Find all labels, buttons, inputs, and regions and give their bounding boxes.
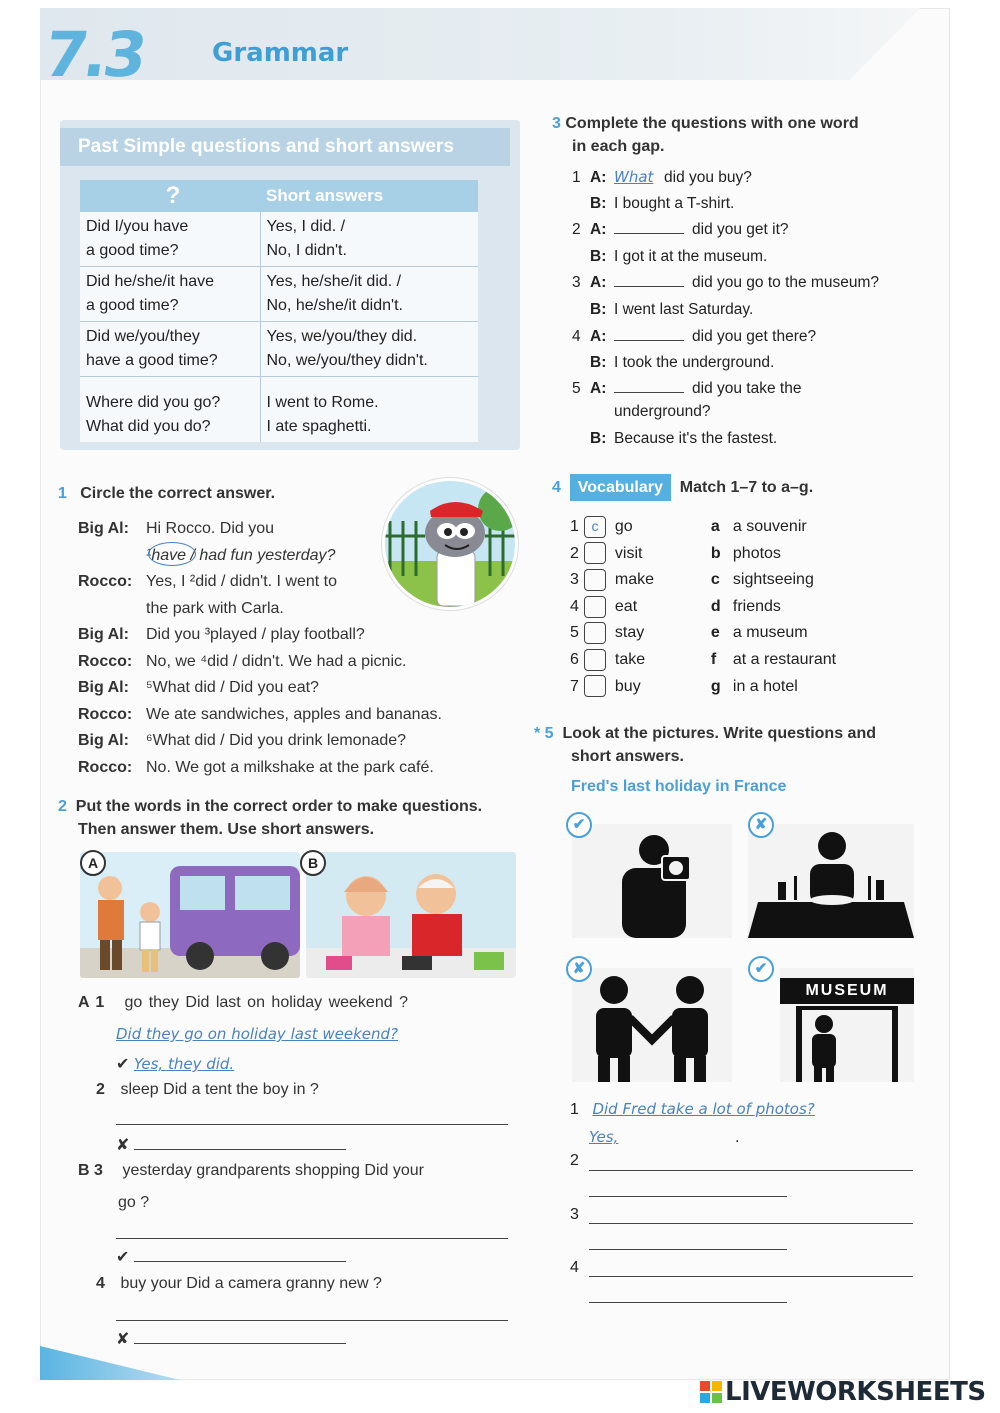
restaurant-pictogram xyxy=(748,824,914,938)
handshake-icon xyxy=(572,968,732,1082)
vocab-word: stay xyxy=(614,624,645,642)
photo-pictogram xyxy=(572,824,732,938)
exercise-3-heading xyxy=(552,112,932,158)
match-box[interactable] xyxy=(584,596,606,618)
match-letter: c xyxy=(710,571,720,589)
item-number: 4 xyxy=(570,597,579,615)
speaker-b: B: xyxy=(590,429,607,447)
vocab-word: buy xyxy=(614,677,641,695)
question-rest: did you buy? xyxy=(664,169,752,186)
exercise-3-items xyxy=(572,164,932,452)
match-phrase: photos xyxy=(732,544,781,562)
answer-line[interactable] xyxy=(589,1302,787,1303)
question-rest: did you go to the museum? xyxy=(692,274,879,292)
short-answer: Yes, they did. xyxy=(133,1055,235,1073)
item-number: 2 xyxy=(570,544,579,562)
grammar-box-title: Past Simple questions and short answers xyxy=(60,128,510,166)
speaker: Big Al: xyxy=(78,626,129,643)
table-cell: I went to Rome. xyxy=(266,394,379,411)
table-cell: What did you do? xyxy=(86,418,211,435)
word-scramble: buy your Did a camera granny new ? xyxy=(120,1275,382,1292)
word-scramble: yesterday grandparents shopping Did your xyxy=(122,1162,424,1179)
exercise-instruction: Complete the questions with one word xyxy=(565,115,859,132)
cross-icon: ✘ xyxy=(748,812,774,838)
cross-icon: ✘ xyxy=(566,956,592,982)
check-icon: ✔ xyxy=(566,812,592,838)
table-row xyxy=(80,377,478,443)
ex2-item-4 xyxy=(96,1271,382,1298)
item-number: 2 xyxy=(570,1152,579,1169)
match-letter: f xyxy=(710,650,717,668)
short-answer: Yes, xyxy=(589,1128,619,1146)
speaker: Big Al: xyxy=(78,520,129,537)
header-bar xyxy=(40,8,920,80)
answer-line[interactable] xyxy=(589,1249,787,1250)
ex2-item-2 xyxy=(96,1077,319,1104)
speaker-a: A: xyxy=(590,169,607,186)
vocab-word: visit xyxy=(614,544,643,562)
item-number: 3 xyxy=(570,1206,579,1223)
gap-input[interactable] xyxy=(614,377,684,393)
gap-input[interactable] xyxy=(614,218,684,234)
table-cell: No, we/you/they didn't. xyxy=(266,352,428,369)
exercise-instruction: Match 1–7 to a–g. xyxy=(679,479,814,496)
liveworksheets-logo xyxy=(700,1377,986,1407)
dialogue-choice[interactable]: ⁶What did / Did you drink lemonade? xyxy=(146,732,407,749)
speaker: Big Al: xyxy=(78,679,129,696)
item-number: 3 xyxy=(572,274,581,292)
table-cell: Yes, he/she/it did. / xyxy=(266,273,402,290)
table-cell: Did he/she/it have xyxy=(86,273,215,290)
vocab-match-list xyxy=(570,514,920,700)
table-cell: Where did you go? xyxy=(86,394,221,411)
speaker-b: B: xyxy=(590,247,607,265)
picture-a-label: A xyxy=(80,850,106,876)
speaker-b: B: xyxy=(590,300,607,318)
exercise-instruction: Put the words in the correct order to make questions. xyxy=(75,798,483,815)
match-box[interactable] xyxy=(584,622,606,644)
ex2-item-3-short xyxy=(116,1246,346,1267)
table-row xyxy=(80,267,478,322)
match-phrase: in a hotel xyxy=(732,677,798,695)
item-number: 4 xyxy=(572,327,581,345)
table-cell: Did we/you/they xyxy=(86,328,200,345)
section-title: Grammar xyxy=(212,38,349,68)
exercise-number: 4 xyxy=(552,479,561,496)
speaker-b: B: xyxy=(590,354,607,372)
ex2-item-3 xyxy=(78,1158,424,1185)
question-column-header: ? xyxy=(80,180,260,212)
answer-text: I got it at the museum. xyxy=(614,247,768,265)
match-phrase: sightseeing xyxy=(732,571,814,589)
dialogue-choice[interactable]: ¹have / had fun yesterday? xyxy=(146,546,336,564)
answers-column-header: Short answers xyxy=(260,180,478,212)
table-cell: No, I didn't. xyxy=(266,242,347,259)
picture-a xyxy=(80,852,300,978)
ex2-item-4-short xyxy=(116,1328,346,1349)
match-letter: a xyxy=(710,518,720,535)
grandparents-shopping-icon xyxy=(306,852,516,978)
exercise-5-subtitle: Fred's last holiday in France xyxy=(571,778,787,795)
item-number: 4 xyxy=(570,1259,579,1276)
dialogue-choice[interactable]: Yes, I ²did / didn't. I went to xyxy=(146,573,338,590)
match-phrase: at a restaurant xyxy=(732,650,837,668)
exercise-2-heading xyxy=(58,795,518,841)
dialogue-text: We ate sandwiches, apples and bananas. xyxy=(146,705,442,723)
table-cell: No, he/she/it didn't. xyxy=(266,297,403,314)
vocab-word: eat xyxy=(614,597,638,615)
camera-person-icon xyxy=(572,824,732,938)
vocab-word: make xyxy=(614,571,655,589)
item-number: 3 xyxy=(570,571,579,589)
ex2-item-1 xyxy=(78,990,408,1017)
match-box[interactable] xyxy=(584,649,606,671)
answer-line[interactable] xyxy=(116,1124,508,1125)
question-rest: did you get there? xyxy=(692,327,817,345)
speaker-a: A: xyxy=(590,221,607,239)
ex2-item-2-short xyxy=(116,1134,346,1155)
item-number: 6 xyxy=(570,650,579,668)
speaker-b: B: xyxy=(590,194,607,212)
answer-text: Because it's the fastest. xyxy=(614,429,778,447)
answer-line[interactable] xyxy=(589,1170,913,1171)
campervan-icon xyxy=(80,852,300,978)
restaurant-icon xyxy=(748,824,914,938)
speaker: Rocco: xyxy=(78,573,133,590)
question-rest-cont: underground? xyxy=(614,402,711,420)
table-cell: I ate spaghetti. xyxy=(266,418,372,435)
exercise-number: 1 xyxy=(58,485,67,502)
answer-text: I went last Saturday. xyxy=(614,300,754,318)
exercise-instruction-cont: Then answer them. Use short answers. xyxy=(78,821,375,838)
short-answer-line[interactable] xyxy=(134,1134,346,1150)
vocab-word: go xyxy=(614,518,633,535)
exercise-instruction: Look at the pictures. Write questions and xyxy=(562,725,876,742)
table-cell: Did I/you have xyxy=(86,218,189,235)
table-cell: Yes, we/you/they did. xyxy=(266,328,418,345)
ex5-item-1-short: Yes, . xyxy=(589,1128,740,1146)
exercise-instruction-cont: in each gap. xyxy=(572,138,665,155)
speaker-a: A: xyxy=(590,379,607,397)
answer-line[interactable] xyxy=(589,1276,913,1277)
check-icon: ✔ xyxy=(116,1056,130,1073)
vocab-word: take xyxy=(614,650,646,668)
gap-input[interactable] xyxy=(614,325,684,341)
match-box[interactable] xyxy=(584,569,606,591)
dialogue-choice[interactable]: No, we ⁴did / didn't. We had a picnic. xyxy=(146,652,407,670)
unit-number: 7.3 xyxy=(39,18,148,91)
ex2-item-1-answer: Did they go on holiday last weekend? xyxy=(116,1025,399,1043)
vocabulary-tag: Vocabulary xyxy=(570,474,671,501)
exercise-1-heading xyxy=(58,482,275,505)
match-box[interactable]: c xyxy=(584,516,606,538)
word-scramble: sleep Did a tent the boy in ? xyxy=(120,1081,319,1098)
item-label: 4 xyxy=(96,1275,105,1292)
item-label: B 3 xyxy=(78,1162,103,1179)
picture-b-label: B xyxy=(300,850,326,876)
question-rest: did you get it? xyxy=(692,221,789,239)
match-letter: b xyxy=(710,544,721,562)
exercise-instruction-cont: short answers. xyxy=(571,748,684,765)
answer-text: I bought a T-shirt. xyxy=(614,194,735,212)
gap-input[interactable] xyxy=(614,271,684,287)
friends-pictogram xyxy=(572,968,732,1082)
speaker: Rocco: xyxy=(78,652,133,670)
ex5-item-1 xyxy=(570,1100,815,1119)
table-row xyxy=(80,322,478,377)
picture-b xyxy=(306,852,516,978)
check-icon: ✔ xyxy=(748,956,774,982)
word-scramble: go they Did last on holiday weekend ? xyxy=(124,994,408,1011)
table-cell: have a good time? xyxy=(86,352,218,369)
dialogue-text: Hi Rocco. Did you xyxy=(146,520,275,537)
speaker: Rocco: xyxy=(78,758,133,776)
short-answer-line[interactable] xyxy=(134,1246,346,1262)
match-phrase: a museum xyxy=(732,624,808,642)
short-answer-line[interactable] xyxy=(134,1328,346,1344)
item-label: 2 xyxy=(96,1081,105,1098)
question-rest: did you take the xyxy=(692,379,802,397)
match-phrase: friends xyxy=(732,597,781,615)
museum-pictogram xyxy=(780,968,914,1082)
item-number: 1 xyxy=(570,518,579,535)
grammar-table xyxy=(80,180,478,442)
match-letter: d xyxy=(710,597,721,615)
exercise-instruction: Circle the correct answer. xyxy=(80,485,276,502)
check-icon: ✔ xyxy=(116,1249,130,1266)
item-number: 1 xyxy=(572,169,581,186)
logo-text: LIVEWORKSHEETS xyxy=(725,1377,986,1407)
raccoon-illustration xyxy=(382,478,518,610)
cross-icon: ✘ xyxy=(116,1137,130,1154)
item-number: 1 xyxy=(570,1101,579,1118)
ex2-item-1-short xyxy=(116,1054,234,1074)
item-number: 5 xyxy=(570,624,579,642)
match-letter: e xyxy=(710,624,720,642)
item-number: 2 xyxy=(572,221,581,239)
dialogue-choice[interactable]: Did you ³played / play football? xyxy=(146,626,365,643)
match-box[interactable] xyxy=(584,542,606,564)
table-row xyxy=(80,212,478,267)
item-number: 7 xyxy=(570,677,579,695)
museum-sign: MUSEUM xyxy=(780,978,914,1004)
exercise-5-heading xyxy=(534,722,924,768)
cross-icon: ✘ xyxy=(116,1331,130,1348)
match-letter: g xyxy=(710,677,721,695)
dialogue-text: No. We got a milkshake at the park café. xyxy=(146,758,434,776)
speaker: Big Al: xyxy=(78,732,129,749)
exercise-number: 3 xyxy=(552,115,561,132)
speaker-a: A: xyxy=(590,274,607,292)
exercise-number: * 5 xyxy=(534,725,554,742)
speaker-a: A: xyxy=(590,327,607,345)
raccoon-icon xyxy=(385,481,518,610)
museum-icon xyxy=(780,968,914,1082)
item-number: 5 xyxy=(572,379,581,397)
answer-line[interactable] xyxy=(589,1223,913,1224)
speaker: Rocco: xyxy=(78,705,133,723)
match-box[interactable] xyxy=(584,675,606,697)
ex2-item-3-cont: go ? xyxy=(118,1194,150,1211)
gap-answer: What xyxy=(614,168,654,186)
item-label: A 1 xyxy=(78,994,105,1011)
match-phrase: a souvenir xyxy=(732,518,807,535)
exercise-number: 2 xyxy=(58,798,67,815)
table-cell: Yes, I did. / xyxy=(266,218,346,235)
table-cell: a good time? xyxy=(86,297,179,314)
answer-line[interactable] xyxy=(589,1196,787,1197)
logo-icon xyxy=(700,1381,722,1403)
question-answer: Did Fred take a lot of photos? xyxy=(592,1100,815,1118)
circled-answer-mark xyxy=(148,542,196,566)
answer-text: I took the underground. xyxy=(614,354,775,372)
table-cell: a good time? xyxy=(86,242,179,259)
dialogue-text: the park with Carla. xyxy=(146,599,284,617)
answer-line[interactable] xyxy=(116,1320,508,1321)
exercise-4-heading xyxy=(552,474,813,501)
answer-line[interactable] xyxy=(116,1238,508,1239)
dialogue-choice[interactable]: ⁵What did / Did you eat? xyxy=(146,679,319,696)
